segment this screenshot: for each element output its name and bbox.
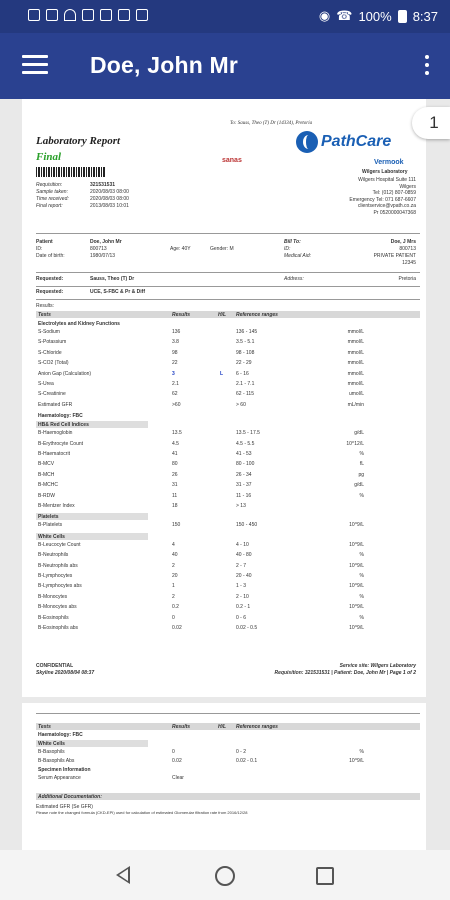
- test-unit: 10^9/L: [349, 541, 364, 548]
- test-reference: 62 - 115: [236, 391, 254, 398]
- lab-address-line: Pr 0520000047368: [373, 209, 416, 216]
- patient-field: Sauss, Theo (T) Dr: [90, 276, 135, 282]
- lab-address-line: Emergency Tel: 071 687-6607: [349, 196, 416, 203]
- notification-icon: [136, 9, 148, 21]
- lab-address-line: Tel: (012) 807-0859: [372, 190, 416, 196]
- test-reference: 0.02 - 0.1: [236, 758, 258, 764]
- footer-print-time: Skyline 2020/08/04 08:37: [36, 670, 95, 676]
- section-title: Additional Documentation:: [38, 794, 102, 800]
- test-reference: 2 - 10: [236, 593, 249, 600]
- test-unit: pg: [358, 471, 364, 478]
- test-name: S-Creatinine: [38, 391, 66, 398]
- meta-value: 2013/08/03 10:01: [90, 203, 129, 209]
- patient-field: Doe, J Mrs: [390, 239, 416, 245]
- test-name: S-Chloride: [38, 349, 62, 356]
- col-tests: Tests: [38, 312, 51, 318]
- patient-field: ID:: [284, 246, 291, 252]
- divider: [36, 272, 420, 273]
- test-result: 26: [172, 471, 178, 478]
- test-result: 18: [172, 503, 178, 509]
- test-reference: 2.1 - 7.1: [236, 381, 255, 387]
- test-result: 0: [172, 749, 175, 755]
- meta-value: 321531531: [90, 182, 116, 188]
- test-result: 3.8: [172, 339, 179, 346]
- test-reference: 0.02 - 0.5: [236, 625, 258, 631]
- test-reference: 41 - 53: [236, 451, 252, 457]
- test-unit: %: [359, 451, 364, 457]
- test-unit: 10^9/L: [349, 562, 364, 569]
- test-unit: umol/L: [348, 391, 364, 398]
- patient-field: Address:: [284, 276, 304, 282]
- divider: [36, 233, 420, 234]
- notification-icon: [82, 9, 94, 21]
- test-name: B-Eosinophils abs: [38, 625, 79, 631]
- test-name: B-MCH: [38, 471, 55, 478]
- test-reference: > 13: [236, 503, 246, 509]
- android-nav-bar: [0, 850, 450, 900]
- clock: 8:37: [412, 8, 438, 24]
- test-unit: %: [359, 573, 364, 579]
- test-result: 4.5: [172, 440, 179, 447]
- test-result: 0.02: [172, 758, 182, 764]
- pdf-page-2: [22, 703, 426, 850]
- col-results: Results: [172, 724, 191, 730]
- test-name: B-Eosinophils: [38, 614, 69, 621]
- footer-service-site: Service site: Wilgers Laboratory: [339, 663, 416, 669]
- col-tests: Tests: [38, 724, 51, 730]
- lab-address-line: Wilgers: [399, 183, 416, 190]
- test-result: 11: [172, 492, 178, 499]
- test-reference: 0 - 2: [236, 749, 247, 755]
- test-result: 62: [172, 391, 178, 398]
- col-ref: Reference ranges: [236, 724, 278, 730]
- pathcare-logo-icon: [296, 131, 318, 153]
- test-result: 0: [172, 614, 175, 621]
- test-result: 136: [172, 329, 181, 335]
- test-unit: mmol/L: [347, 339, 364, 346]
- test-result: 31: [172, 482, 178, 489]
- test-result: Clear: [172, 775, 184, 781]
- patient-field: Age: 40Y: [170, 246, 191, 252]
- footer-requisition: Requisition: 321531531 | Patient: Doe, John Mr | Page 1 of 2: [274, 670, 416, 676]
- test-reference: 1 - 3: [236, 583, 247, 590]
- test-unit: mmol/L: [347, 370, 364, 377]
- test-reference: 4 - 10: [236, 541, 249, 548]
- lab-address-line: Wilgers Hospital Suite 111: [358, 177, 416, 183]
- test-name: Anion Gap (Calculation): [38, 370, 92, 377]
- test-reference: 6 - 16: [236, 370, 249, 377]
- battery-icon: [398, 10, 407, 23]
- test-reference: 20 - 40: [236, 573, 252, 579]
- test-name: B-RDW: [38, 492, 55, 499]
- test-unit: 10^9/L: [349, 583, 364, 590]
- status-icons-left: [28, 9, 148, 21]
- test-name: B-Platelets: [38, 522, 63, 529]
- table-header-band: [36, 723, 420, 730]
- test-name: S-Potassium: [38, 339, 67, 346]
- test-result: 40: [172, 552, 178, 559]
- mute-icon: ☎: [336, 8, 353, 23]
- section-title: White Cells: [38, 533, 65, 540]
- test-unit: mmol/L: [347, 381, 364, 387]
- test-name: S-CO2 (Total): [38, 360, 69, 367]
- section-title: Platelets: [38, 514, 59, 521]
- test-name: B-Basophils: [38, 749, 65, 755]
- test-reference: 136 - 145: [236, 329, 258, 335]
- test-name: B-Basophils Abs: [38, 758, 75, 764]
- image-icon: [118, 9, 130, 21]
- test-result: 4: [172, 541, 175, 548]
- test-reference: 11 - 16: [236, 492, 252, 499]
- lab-subtitle: Wilgers Laboratory: [362, 169, 408, 175]
- results-label: Results:: [36, 303, 55, 309]
- test-name: B-Neutrophils abs: [38, 562, 78, 569]
- patient-field: Bill To:: [284, 239, 301, 245]
- test-reference: 13.5 - 17.5: [236, 430, 260, 437]
- test-unit: mmol/L: [347, 349, 364, 356]
- test-result: 2.1: [172, 381, 179, 387]
- lab-name: Vermook: [374, 159, 404, 166]
- divider: [36, 286, 420, 287]
- patient-field: 1980/07/13: [90, 253, 116, 259]
- menu-icon[interactable]: [22, 55, 48, 75]
- patient-field: Gender: M: [210, 246, 234, 252]
- test-unit: 10^9/L: [349, 625, 364, 631]
- patient-field: Requested:: [36, 289, 64, 295]
- test-unit: g/dL: [354, 482, 364, 489]
- meta-label: Sample taken:: [36, 189, 68, 195]
- page-title: Doe, John Mr: [90, 52, 239, 78]
- section-title: White Cells: [38, 741, 65, 747]
- test-unit: 10^9/L: [349, 604, 364, 611]
- home-icon[interactable]: [215, 866, 235, 886]
- meta-value: 2020/08/03 08:00: [90, 196, 129, 202]
- test-name: B-Haemoglobin: [38, 430, 73, 437]
- pathcare-logo: [296, 131, 408, 155]
- meta-label: Final report:: [36, 203, 63, 209]
- col-results: Results: [172, 312, 191, 318]
- test-reference: 2 - 7: [236, 562, 247, 569]
- patient-field: 12345: [402, 260, 416, 266]
- meta-label: Requisition:: [36, 182, 63, 188]
- patient-field: PRIVATE PATIENT: [373, 253, 416, 259]
- patient-field: Requested:: [36, 276, 64, 282]
- test-unit: mmol/L: [347, 329, 364, 335]
- test-result: 41: [172, 451, 178, 457]
- patient-field: Medical Aid:: [284, 253, 312, 259]
- test-result: 0.02: [172, 625, 182, 631]
- test-result: >60: [172, 401, 181, 408]
- sanas-logo: sanas: [222, 157, 242, 164]
- test-name: Serum Appearance: [38, 775, 81, 781]
- test-name: B-Leucocyte Count: [38, 541, 81, 548]
- col-hl: H/L: [218, 312, 227, 318]
- battery-percent: 100%: [358, 8, 392, 24]
- test-name: B-Lymphocytes: [38, 573, 73, 579]
- test-reference: 0.2 - 1: [236, 604, 251, 611]
- test-reference: 0 - 6: [236, 614, 247, 621]
- test-name: B-Monocytes: [38, 593, 68, 600]
- test-name: S-Sodium: [38, 329, 60, 335]
- more-options-icon[interactable]: [424, 55, 430, 77]
- test-name: B-MCV: [38, 461, 55, 468]
- test-reference: 80 - 100: [236, 461, 255, 468]
- test-name: B-Erythrocyte Count: [38, 440, 84, 447]
- test-result: 13.5: [172, 430, 182, 437]
- test-result: 98: [172, 349, 178, 356]
- test-result: 22: [172, 360, 178, 367]
- test-result: 3: [172, 370, 175, 377]
- barcode: [36, 167, 106, 177]
- doc-line: Estimated GFR (Se GFR): [36, 804, 93, 810]
- notification-icon: [100, 9, 112, 21]
- section-title: Electrolytes and Kidney Functions: [38, 321, 120, 327]
- test-unit: 10^12/L: [346, 440, 364, 447]
- test-unit: %: [359, 749, 364, 755]
- notification-icon: [28, 9, 40, 21]
- patient-field: 800713: [399, 246, 416, 252]
- test-result: 1: [172, 583, 175, 590]
- test-unit: %: [359, 492, 364, 499]
- footer-confidential: CONFIDENTIAL: [36, 663, 74, 669]
- test-result: 2: [172, 593, 175, 600]
- patient-field: Patient: [36, 239, 53, 245]
- test-result: 0.2: [172, 604, 179, 611]
- test-result: 2: [172, 562, 175, 569]
- wifi-icon: [64, 9, 76, 21]
- eye-icon: ◉: [318, 8, 331, 23]
- test-unit: %: [359, 593, 364, 600]
- test-flag: L: [220, 370, 224, 377]
- page-indicator: 1: [412, 107, 450, 139]
- test-result: 150: [172, 522, 181, 529]
- patient-field: UCE, S-FBC & Pr & Diff: [90, 289, 145, 295]
- pdf-viewer[interactable]: [0, 99, 450, 850]
- status-icons-right: [319, 8, 438, 24]
- test-unit: mmol/L: [347, 360, 364, 367]
- test-unit: fL: [359, 461, 364, 468]
- back-icon[interactable]: [116, 866, 130, 884]
- divider: [36, 299, 420, 300]
- test-reference: 26 - 34: [236, 471, 252, 478]
- section-title: HB& Red Cell Indices: [38, 422, 89, 429]
- report-title: Laboratory Report: [36, 135, 121, 147]
- patient-field: Date of birth:: [36, 253, 65, 259]
- meta-label: Time received:: [36, 196, 69, 202]
- recents-icon[interactable]: [316, 867, 334, 885]
- test-name: B-Haematocrit: [38, 451, 70, 457]
- notification-icon: [46, 9, 58, 21]
- test-name: B-Lymphocytes abs: [38, 583, 82, 590]
- test-reference: 3.5 - 5.1: [236, 339, 255, 346]
- patient-field: Pretoria: [398, 276, 416, 282]
- table-header-band: [36, 311, 420, 318]
- test-result: 20: [172, 573, 178, 579]
- col-hl: H/L: [218, 724, 227, 730]
- test-unit: %: [359, 614, 364, 621]
- test-name: Estimated GFR: [38, 401, 73, 408]
- col-ref: Reference ranges: [236, 312, 278, 318]
- meta-value: 2020/08/03 08:00: [90, 189, 129, 195]
- section-title: Haematology: FBC: [38, 732, 83, 738]
- doc-line: Please note the changed formula (CKD-EPI) used for calculation of estimated Glomerular filtration rate from 2016/12/28: [36, 810, 248, 815]
- patient-field: 800713: [90, 246, 107, 252]
- addressee: To: Sauss, Theo (T) Dr (14334), Pretoria: [230, 121, 313, 126]
- test-unit: g/dL: [354, 430, 364, 437]
- test-reference: > 60: [236, 401, 246, 408]
- test-unit: %: [359, 552, 364, 559]
- patient-field: ID:: [36, 246, 43, 252]
- section-title: Haematology: FBC: [38, 413, 83, 420]
- section-title: Specimen Information: [38, 767, 91, 773]
- test-reference: 22 - 29: [236, 360, 252, 367]
- pdf-page-1: [22, 99, 426, 697]
- test-name: B-Mentzer Index: [38, 503, 75, 509]
- test-unit: 10^9/L: [349, 758, 364, 764]
- test-reference: 31 - 37: [236, 482, 252, 489]
- report-status: Final: [36, 151, 62, 163]
- lab-address-line: clientservice@vpath.co.za: [357, 203, 416, 209]
- test-name: B-MCHC: [38, 482, 58, 489]
- app-bar: [0, 33, 450, 99]
- test-reference: 4.5 - 5.5: [236, 440, 255, 447]
- test-name: S-Urea: [38, 381, 54, 387]
- test-reference: 40 - 80: [236, 552, 252, 559]
- patient-field: Doe, John Mr: [90, 239, 122, 245]
- divider: [36, 713, 420, 714]
- pathcare-wordmark: PathCare: [321, 133, 392, 150]
- status-bar: [0, 0, 450, 33]
- test-name: B-Neutrophils: [38, 552, 69, 559]
- test-unit: mL/min: [347, 401, 364, 408]
- test-name: B-Monocytes abs: [38, 604, 77, 611]
- test-unit: 10^9/L: [349, 522, 364, 529]
- test-result: 80: [172, 461, 178, 468]
- test-reference: 98 - 108: [236, 349, 255, 356]
- test-reference: 150 - 450: [236, 522, 258, 529]
